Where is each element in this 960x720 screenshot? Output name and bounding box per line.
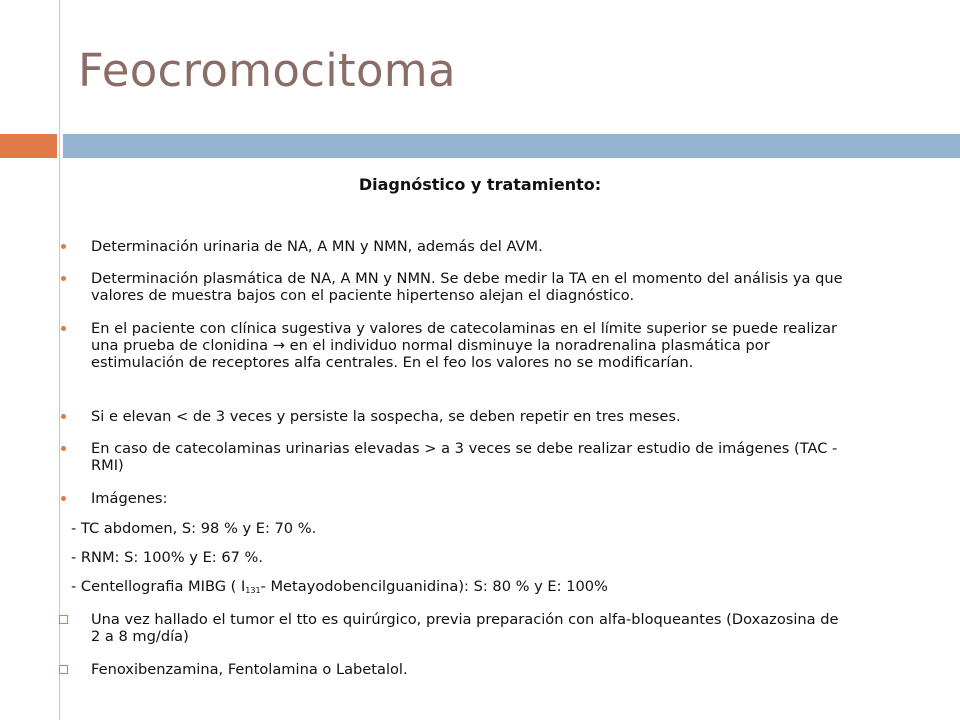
- square-bullet-item: [91, 611, 851, 645]
- arrow-icon: →: [272, 337, 285, 354]
- title-rule-blue: [63, 134, 960, 158]
- mibg-isotope: 131: [245, 586, 261, 595]
- bullet-item: [91, 320, 851, 371]
- bullet-dot-icon: [61, 326, 66, 331]
- bullet-dot-icon: [61, 276, 66, 281]
- vertical-divider: [59, 0, 60, 720]
- imaging-item: - TC abdomen, S: 98 % y E: 70 %.: [71, 520, 317, 537]
- bullet-item: [91, 440, 851, 474]
- title-rule-orange: [0, 134, 57, 158]
- square-bullet-icon: [59, 665, 68, 674]
- mibg-suffix: - Metayodobencilguanidina): S: 80 % y E: 100%: [260, 578, 608, 595]
- bullet-dot-icon: [61, 496, 66, 501]
- imaging-item: - RNM: S: 100% y E: 67 %.: [71, 549, 264, 566]
- bullet-text: Determinación plasmática de NA, A MN y NMN. Se debe medir la TA en el momento del análisis ya que valores de muestra bajos con el paciente hipertenso alejan el diagnóstico.: [91, 270, 843, 304]
- bullet-item: [91, 270, 851, 304]
- bullet-dot-icon: [61, 446, 66, 451]
- bullet-text: Determinación urinaria de NA, A MN y NMN, además del AVM.: [91, 238, 543, 255]
- bullet-dot-icon: [61, 244, 66, 249]
- bullet-text: Fenoxibenzamina, Fentolamina o Labetalol.: [91, 661, 408, 678]
- bullet-text: En caso de catecolaminas urinarias elevadas > a 3 veces se debe realizar estudio de imágenes (TAC - RMI): [91, 440, 838, 474]
- square-bullet-item: [91, 661, 851, 678]
- bullet-text: Si e elevan < de 3 veces y persiste la sospecha, se deben repetir en tres meses.: [91, 408, 681, 425]
- bullet-item: [91, 490, 851, 507]
- bullet-dot-icon: [61, 414, 66, 419]
- bullet-text: Imágenes:: [91, 490, 168, 507]
- slide-subtitle: Diagnóstico y tratamiento:: [358, 175, 602, 194]
- bullet-item: [91, 408, 851, 425]
- mibg-prefix: - Centellografia MIBG ( I: [71, 578, 246, 595]
- bullet-text: Una vez hallado el tumor el tto es quirúrgico, previa preparación con alfa-bloqueantes (Doxazosina de 2 a 8 mg/día): [91, 611, 839, 645]
- bullet-text-continued: en el individuo normal disminuye la noradrenalina plasmática por estimulación de receptores alfa centrales. En el feo los valores no se modificarían.: [91, 337, 770, 371]
- imaging-item-mibg: [71, 578, 608, 597]
- slide-title: Feocromocitoma: [78, 44, 456, 97]
- bullet-item: [91, 238, 851, 255]
- square-bullet-icon: [59, 615, 68, 624]
- bullet-text: En el paciente con clínica sugestiva y valores de catecolaminas en el límite superior se puede realizar una prueba de clonidina: [91, 320, 838, 354]
